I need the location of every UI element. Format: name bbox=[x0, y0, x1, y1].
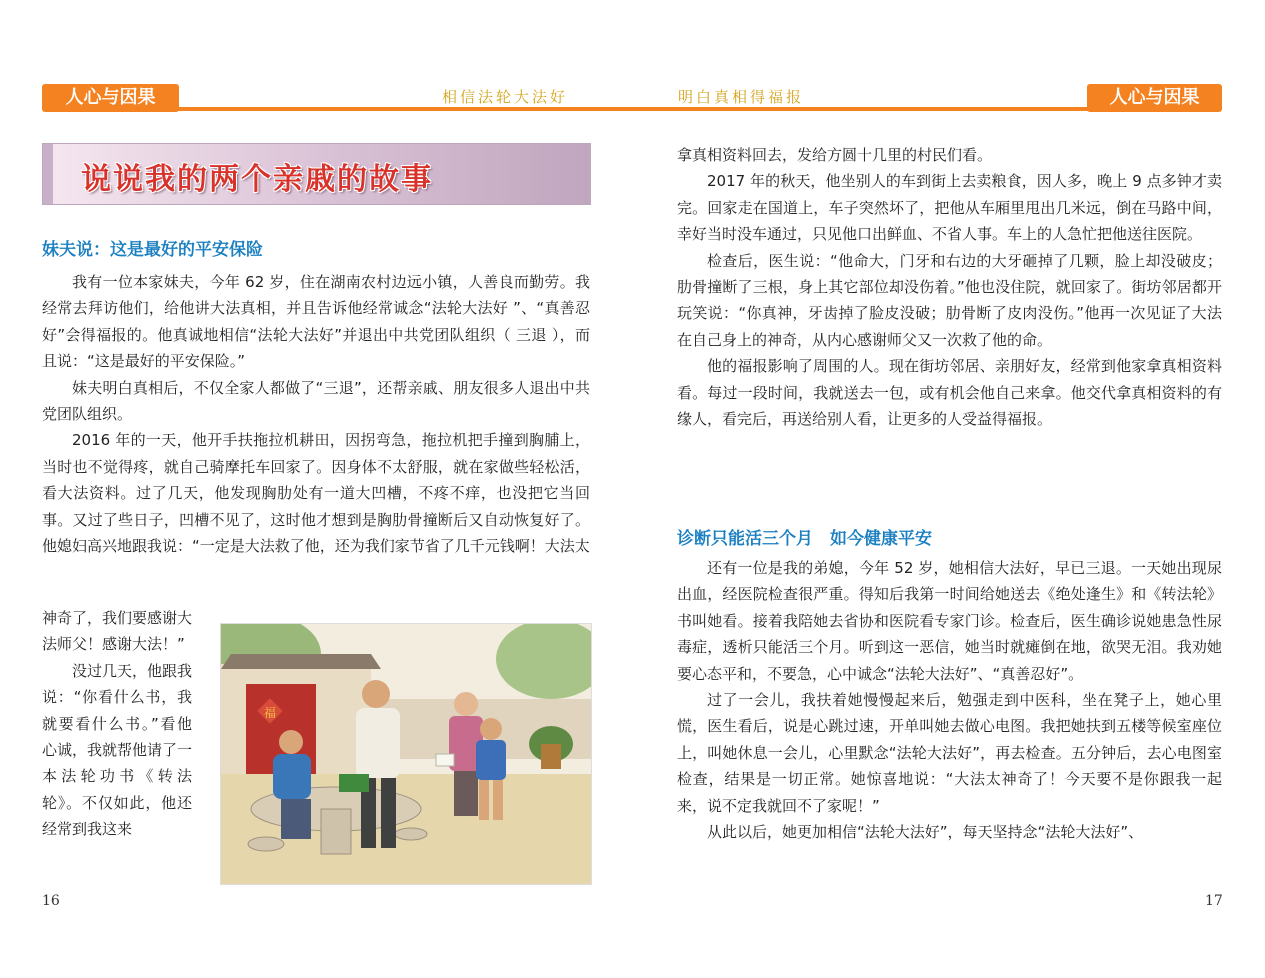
page-number-right: 17 bbox=[1205, 893, 1223, 909]
page-title: 说说我的两个亲戚的故事 bbox=[81, 162, 433, 197]
story-illustration bbox=[220, 623, 592, 885]
paragraph: 妹夫明白真相后，不仅全家人都做了“三退”，还帮亲戚、朋友很多人退出中共党团队组织。 bbox=[42, 378, 590, 424]
right-column-text-2 bbox=[677, 555, 1222, 845]
paragraph: 还有一位是我的弟媳，今年 52 岁，她相信大法好，早已三退。一天她出现尿出血，经医院检查很严重。得知后我第一时间给她送去《绝处逢生》和《转法轮》书叫她看。接着我陪她去省协和医院看专家门诊。检查后，医生确诊说她患急性尿毒症，透析只能活三个月。听到这一恶信，她当时就瘫倒在地，欲哭无泪。我劝她要心态平和，不要急，心中诚念“法轮大法好”、“真善忍好”。 bbox=[677, 559, 1222, 683]
header-slogan-right: 明白真相得福报 bbox=[678, 88, 805, 106]
paragraph: 2016 年的一天，他开手扶拖拉机耕田，因拐弯急，拖拉机把手撞到胸脯上，当时也不觉得疼，就自己骑摩托车回家了。因身体不太舒服，就在家做些轻松活，看大法资料。过了几天，他发现胸肋处有一道大凹槽，不疼不痒，也没把它当回事。又过了些日子，凹槽不见了，这时他才想到是胸肋骨撞断后又自动恢复好了。他媳妇高兴地跟我说：“一定是大法救了他，还为我们家节省了几千元钱啊！大法太 bbox=[42, 431, 590, 556]
left-column-text bbox=[42, 269, 590, 559]
paragraph: 检查后，医生说：“他命大，门牙和右边的大牙砸掉了几颗，脸上却没破皮；肋骨撞断了三根，身上其它部位却没伤着。”他也没住院，就回家了。街坊邻居都开玩笑说：“你真神，牙齿掉了脸皮没破；肋骨断了皮肉没伤。”他再一次见证了大法在自己身上的神奇，从内心感谢师父又一次救了他的命。 bbox=[677, 251, 1222, 349]
courtyard-scene-image bbox=[221, 624, 591, 884]
door-sign-text: 福 bbox=[264, 706, 277, 720]
header-tab-right: 人心与因果 bbox=[1087, 84, 1222, 112]
section-heading-2: 诊断只能活三个月 如今健康平安 bbox=[677, 529, 932, 549]
paragraph: 没过几天，他跟我说：“你看什么书，我就要看什么书。”看他心诚，我就帮他请了一本法轮功书《转法轮》。不仅如此，他还经常到我这来 bbox=[42, 661, 193, 839]
header-rule-right bbox=[630, 107, 1090, 111]
section-heading-1: 妹夫说：这是最好的平安保险 bbox=[42, 240, 263, 260]
paragraph: 从此以后，她更加相信“法轮大法好”，每天坚持念“法轮大法好”、 bbox=[707, 823, 1144, 842]
header-slogan-left: 相信法轮大法好 bbox=[442, 88, 569, 106]
paragraph: 拿真相资料回去，发给方圆十几里的村民们看。 bbox=[677, 146, 993, 164]
paragraph: 我有一位本家妹夫，今年 62 岁，住在湖南农村边远小镇，人善良而勤劳。我经常去拜访他们，给他讲大法真相，并且告诉他经常诚念“法轮大法好 ”、“真善忍好”会得福报的。他真诚地相信“法轮大法好”并退出中共党团队组织（ 三退 ），而且说：“这是最好的平安保险。” bbox=[42, 273, 590, 371]
paragraph: 2017 年的秋天，他坐别人的车到街上去卖粮食，因人多，晚上 9 点多钟才卖完。回家走在国道上，车子突然坏了，把他从车厢里甩出几米远，倒在马路中间，幸好当时没车通过，只见他口出鲜血、不省人事。车上的人急忙把他送往医院。 bbox=[677, 172, 1222, 244]
header-rule-left bbox=[178, 107, 636, 111]
header-tab-left: 人心与因果 bbox=[42, 84, 179, 112]
paragraph: 他的福报影响了周围的人。现在街坊邻居、亲朋好友，经常到他家拿真相资料看。每过一段时间，我就送去一包，或有机会他自己来拿。他交代拿真相资料的有缘人，看完后，再送给别人看，让更多的人受益得福报。 bbox=[677, 357, 1222, 429]
paragraph: 神奇了，我们要感谢大法师父！感谢大法！” bbox=[42, 609, 193, 654]
title-banner bbox=[42, 143, 591, 205]
page-number-left: 16 bbox=[42, 893, 60, 909]
left-narrow-column-text bbox=[42, 605, 192, 843]
paragraph: 过了一会儿，我扶着她慢慢起来后，勉强走到中医科，坐在凳子上，她心里慌，医生看后，说是心跳过速，开单叫她去做心电图。我把她扶到五楼等候室座位上，叫她休息一会儿，心里默念“法轮大法好”，再去检查。五分钟后，去心电图室检查，结果是一切正常。她惊喜地说：“大法太神奇了！今天要不是你跟我一起来，说不定我就回不了家呢！” bbox=[677, 691, 1222, 815]
right-column-text bbox=[677, 142, 1222, 432]
